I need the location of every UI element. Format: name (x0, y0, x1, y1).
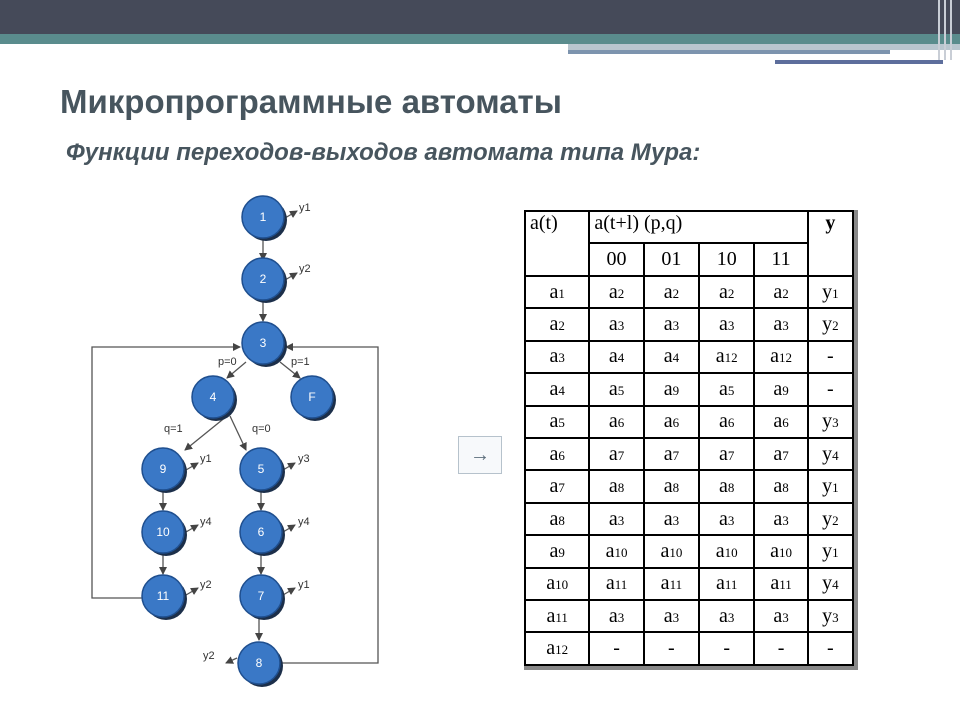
table-cell-next: a4 (589, 341, 643, 373)
state-node (242, 322, 287, 367)
subscript: 1 (832, 544, 839, 560)
output-label-7: y1 (298, 579, 310, 591)
table-cell-next: a8 (589, 470, 643, 502)
subscript: 8 (672, 480, 680, 496)
subscript: 3 (617, 609, 625, 625)
subscript: 1 (832, 285, 839, 301)
table-row (525, 373, 853, 405)
table-cell-next: a5 (699, 373, 754, 405)
state-node-label: F (308, 390, 316, 404)
state-node (192, 376, 237, 421)
subscript: 3 (727, 512, 735, 528)
slide-subtitle: Функции переходов-выходов автомата типа Мура: (66, 139, 701, 166)
table-cell-next: - (699, 632, 754, 665)
subscript: 3 (672, 512, 680, 528)
subscript: 8 (617, 480, 625, 496)
header-bar (0, 0, 960, 34)
accent-stripe (568, 50, 890, 54)
table-cell-output: y4 (808, 568, 853, 600)
subscript: 9 (782, 382, 789, 398)
subscript: 12 (778, 350, 792, 366)
table-row (525, 632, 853, 665)
table-cell-next: a3 (644, 308, 699, 340)
subscript: 3 (832, 609, 839, 625)
state-node-label: 10 (156, 525, 170, 539)
table-row (525, 308, 853, 340)
arrow-right-icon[interactable]: → (458, 436, 502, 474)
subscript: 6 (672, 415, 680, 431)
subscript: 6 (782, 415, 789, 431)
state-node-label: 4 (209, 390, 217, 404)
subscript: 12 (555, 642, 569, 658)
subscript: 5 (558, 415, 565, 431)
input-code-header: 00 (589, 243, 643, 275)
table-cell-next: a6 (644, 406, 699, 438)
subscript: 2 (558, 317, 565, 333)
input-code-header: 01 (644, 243, 699, 275)
table-cell-next: a3 (589, 308, 643, 340)
table-cell-output: y2 (808, 503, 853, 535)
state-node (240, 575, 285, 620)
subscript: 2 (782, 285, 789, 301)
condition-label: q=0 (252, 423, 271, 435)
condition-label: p=1 (291, 356, 310, 368)
subscript: 8 (558, 512, 565, 528)
subscript: 2 (617, 285, 625, 301)
table-cell-next: a4 (644, 341, 699, 373)
subscript: 11 (724, 577, 738, 593)
table-cell-state: a2 (525, 308, 589, 340)
subscript: 10 (669, 544, 683, 560)
subscript: 7 (558, 480, 565, 496)
output-label-5: y3 (298, 453, 310, 465)
table-cell-state: a10 (525, 568, 589, 600)
subscript: 2 (832, 317, 839, 333)
table-cell-state: a8 (525, 503, 589, 535)
subscript: 3 (672, 317, 680, 333)
slide-title: Микропрограммные автоматы (60, 83, 562, 120)
table-cell-output: y1 (808, 276, 853, 308)
output-label-1: y1 (299, 202, 311, 214)
table-cell-next: a3 (644, 600, 699, 632)
condition-label: p=0 (218, 356, 237, 368)
accent-band (0, 34, 960, 44)
table-cell-next: a6 (699, 406, 754, 438)
table-cell-next: a3 (644, 503, 699, 535)
state-node (242, 196, 287, 241)
table-cell-next: a10 (699, 535, 754, 567)
header-next-state: a(t+l) (p,q) (589, 211, 807, 243)
subscript: 2 (727, 285, 735, 301)
subscript: 7 (672, 447, 680, 463)
subscript: 3 (617, 317, 625, 333)
state-node-label: 11 (156, 589, 170, 603)
table-cell-next: a6 (589, 406, 643, 438)
subscript: 2 (672, 285, 680, 301)
input-code-header: 11 (754, 243, 807, 275)
subscript: 3 (782, 609, 789, 625)
subscript: 7 (617, 447, 625, 463)
subscript: 10 (555, 577, 569, 593)
table-cell-next: a12 (699, 341, 754, 373)
output-label-8: y2 (203, 650, 215, 662)
output-label-11: y2 (200, 579, 212, 591)
subscript: 4 (672, 350, 680, 366)
input-code-header: 10 (699, 243, 754, 275)
state-node-label: 3 (259, 336, 267, 350)
accent-stripe (775, 60, 943, 64)
state-node-label: 2 (259, 272, 267, 286)
table-cell-next: a3 (754, 600, 807, 632)
table-row (525, 535, 853, 567)
state-node-label: 1 (259, 210, 267, 224)
output-label-10: y4 (200, 516, 212, 528)
subscript: 5 (617, 382, 625, 398)
subscript: 8 (782, 480, 789, 496)
state-node (238, 642, 283, 687)
state-node (142, 448, 187, 493)
table-cell-state: a12 (525, 632, 589, 665)
table-cell-next: a6 (754, 406, 807, 438)
subscript: 3 (832, 415, 839, 431)
subscript: 7 (782, 447, 789, 463)
table-cell-next: a10 (754, 535, 807, 567)
state-node (240, 448, 285, 493)
subscript: 6 (558, 447, 565, 463)
table-row (525, 470, 853, 502)
table-cell-state: a6 (525, 438, 589, 470)
subscript: 5 (727, 382, 735, 398)
table-row (525, 406, 853, 438)
table-cell-next: a2 (754, 276, 807, 308)
subscript: 7 (727, 447, 735, 463)
table-cell-next: a7 (699, 438, 754, 470)
subscript: 6 (617, 415, 625, 431)
table-cell-state: a7 (525, 470, 589, 502)
state-node (142, 575, 187, 620)
table-cell-next: a3 (589, 503, 643, 535)
subscript: 4 (617, 350, 625, 366)
table-row (525, 503, 853, 535)
table-cell-next: a7 (589, 438, 643, 470)
state-node (242, 258, 287, 303)
table-cell-next: a8 (754, 470, 807, 502)
state-node-label: 5 (257, 462, 265, 476)
subscript: 11 (779, 577, 792, 593)
subscript: 3 (782, 512, 789, 528)
table-cell-next: - (754, 632, 807, 665)
table-cell-next: a12 (754, 341, 807, 373)
header-state: a(t) (525, 211, 589, 276)
table-cell-state: a11 (525, 600, 589, 632)
table-cell-next: a3 (754, 308, 807, 340)
transition-table (524, 210, 854, 666)
table-cell-output: - (808, 632, 853, 665)
output-label-9: y1 (200, 453, 212, 465)
subscript: 3 (727, 609, 735, 625)
table-row (525, 568, 853, 600)
subscript: 9 (558, 544, 565, 560)
table-cell-state: a5 (525, 406, 589, 438)
table-cell-output: y4 (808, 438, 853, 470)
table-cell-next: a10 (644, 535, 699, 567)
state-node (240, 511, 285, 556)
table-cell-next: a5 (589, 373, 643, 405)
subscript: 1 (558, 285, 565, 301)
subscript: 10 (724, 544, 738, 560)
table-cell-next: a11 (699, 568, 754, 600)
table-cell-next: a3 (699, 600, 754, 632)
state-node-label: 9 (159, 462, 167, 476)
header-output: у (808, 211, 853, 276)
table-cell-next: a9 (754, 373, 807, 405)
subscript: 8 (727, 480, 735, 496)
table-cell-next: a3 (589, 600, 643, 632)
subscript: 2 (832, 512, 839, 528)
graph-edges (92, 211, 378, 663)
table-row (525, 341, 853, 373)
table-cell-state: a4 (525, 373, 589, 405)
table-header-row (525, 211, 853, 243)
table-cell-output: y1 (808, 470, 853, 502)
subscript: 4 (832, 577, 839, 593)
table-cell-output: - (808, 373, 853, 405)
subscript: 3 (782, 317, 789, 333)
table-cell-state: a1 (525, 276, 589, 308)
subscript: 3 (672, 609, 680, 625)
state-node-label: 7 (257, 589, 265, 603)
table-cell-next: a2 (589, 276, 643, 308)
transition-table-container (524, 210, 858, 670)
table-cell-next: a3 (699, 308, 754, 340)
state-graph (80, 190, 400, 700)
table-cell-output: - (808, 341, 853, 373)
table-cell-next: a7 (644, 438, 699, 470)
table-cell-next: a11 (589, 568, 643, 600)
subscript: 11 (555, 609, 568, 625)
table-row (525, 276, 853, 308)
table-cell-next: a2 (699, 276, 754, 308)
table-cell-next: a10 (589, 535, 643, 567)
table-cell-state: a9 (525, 535, 589, 567)
table-cell-next: a8 (644, 470, 699, 502)
output-label-6: y4 (298, 516, 310, 528)
state-node (291, 376, 336, 421)
state-node-label: 6 (257, 525, 265, 539)
table-cell-next: - (589, 632, 643, 665)
subscript: 3 (617, 512, 625, 528)
table-row (525, 438, 853, 470)
table-row (525, 600, 853, 632)
output-label-2: y2 (299, 263, 311, 275)
subscript: 10 (778, 544, 792, 560)
subscript: 3 (558, 350, 565, 366)
subscript: 9 (672, 382, 680, 398)
subscript: 4 (558, 382, 565, 398)
table-cell-next: a11 (754, 568, 807, 600)
decorative-lines (936, 0, 956, 60)
table-cell-next: a2 (644, 276, 699, 308)
table-cell-state: a3 (525, 341, 589, 373)
table-cell-next: a9 (644, 373, 699, 405)
table-cell-next: a3 (699, 503, 754, 535)
subscript: 11 (669, 577, 683, 593)
subscript: 3 (727, 317, 735, 333)
table-cell-output: y3 (808, 406, 853, 438)
table-cell-next: a7 (754, 438, 807, 470)
table-cell-next: a3 (754, 503, 807, 535)
table-cell-output: y3 (808, 600, 853, 632)
state-node (142, 511, 187, 556)
subscript: 11 (614, 577, 628, 593)
table-cell-output: y2 (808, 308, 853, 340)
table-cell-next: a11 (644, 568, 699, 600)
subscript: 10 (614, 544, 628, 560)
table-cell-next: a8 (699, 470, 754, 502)
subscript: 6 (727, 415, 735, 431)
table-cell-output: y1 (808, 535, 853, 567)
condition-label: q=1 (164, 423, 183, 435)
subscript: 4 (832, 447, 839, 463)
subscript: 12 (724, 350, 738, 366)
table-cell-next: - (644, 632, 699, 665)
subscript: 1 (832, 480, 839, 496)
state-node-label: 8 (255, 656, 263, 670)
